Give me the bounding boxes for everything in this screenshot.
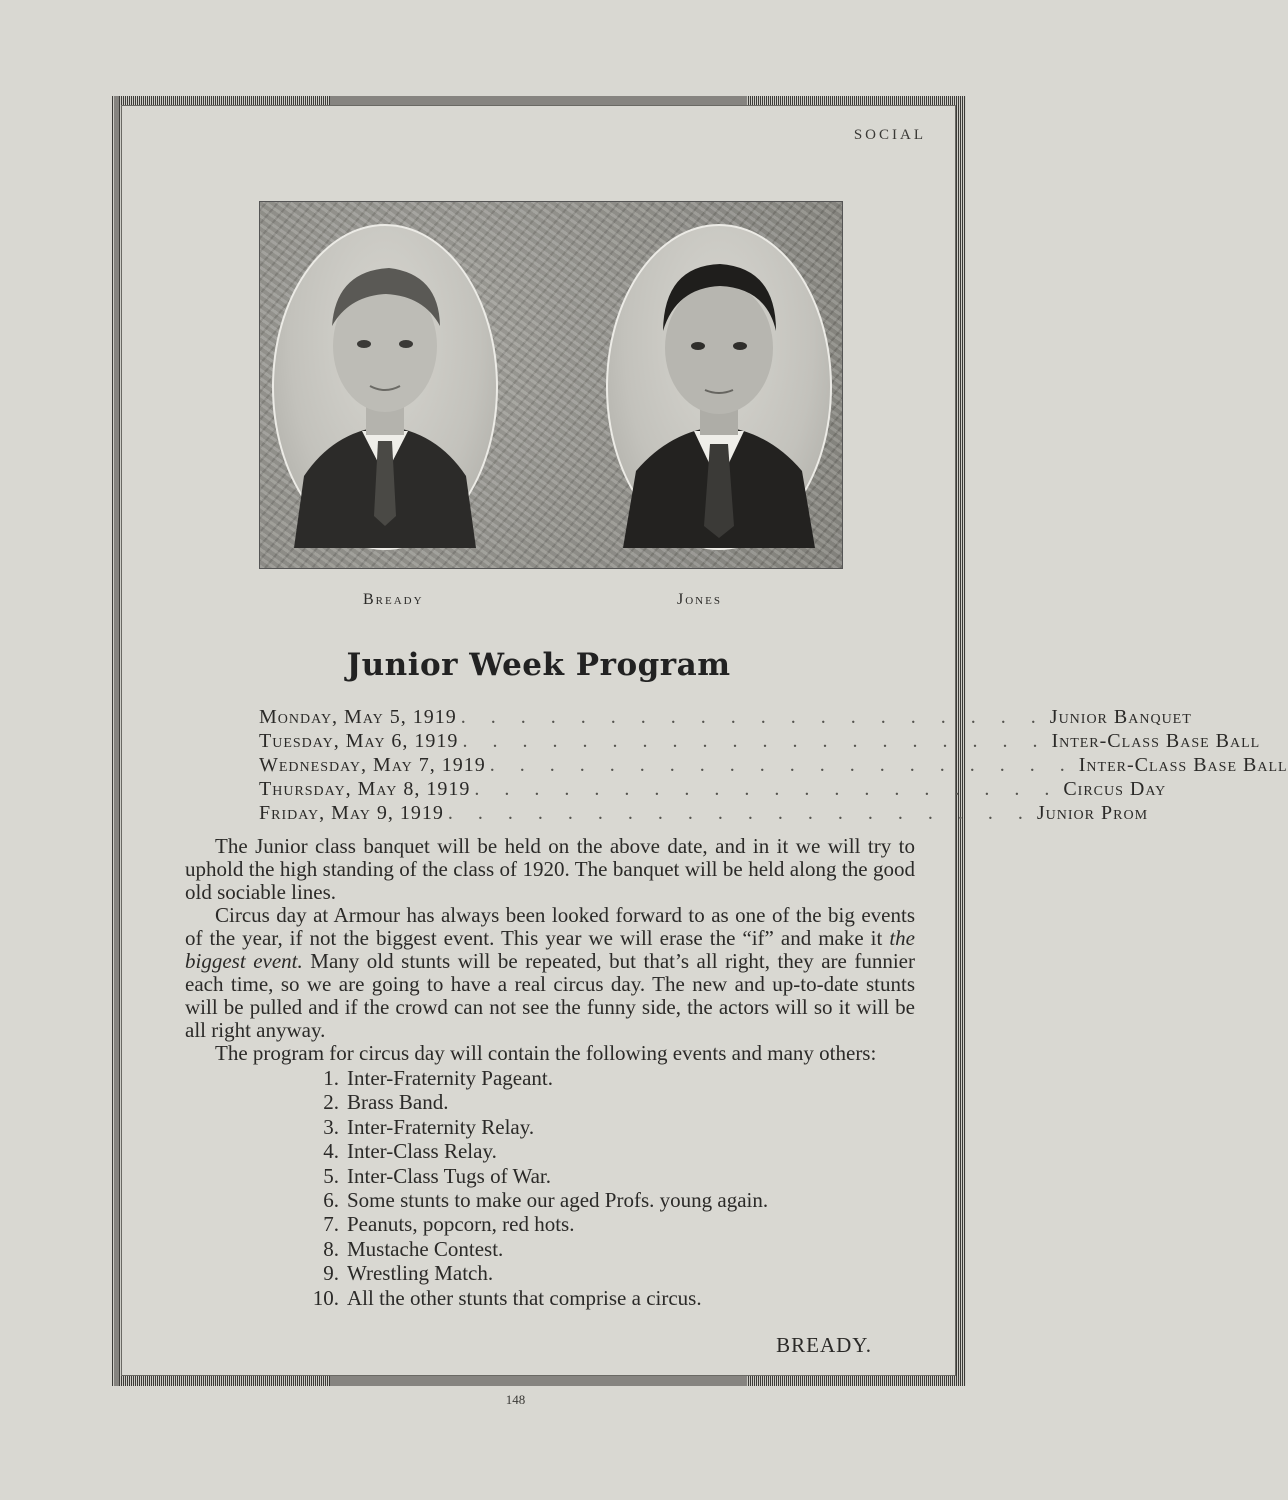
page-title: Junior Week Program	[346, 647, 731, 683]
paragraph-program-intro: The program for circus day will contain the following events and many others:	[215, 1041, 877, 1065]
schedule-event: Junior Prom	[1036, 802, 1149, 824]
schedule-day: Tuesday, May 6, 1919	[259, 730, 459, 752]
list-item-text: Brass Band.	[347, 1090, 449, 1115]
schedule-day: Wednesday, May 7, 1919	[259, 754, 486, 776]
schedule-row	[259, 801, 1149, 825]
list-item-number: 1.	[323, 1066, 339, 1090]
list-item	[291, 1188, 768, 1212]
portrait-bready-figure	[274, 226, 496, 548]
leader-dots: . . . . . . . . . . . . . . . . . . . .	[489, 754, 1075, 776]
list-item-text: Inter-Class Relay.	[347, 1139, 497, 1164]
list-item	[291, 1237, 768, 1261]
list-item	[291, 1115, 768, 1139]
list-item	[291, 1066, 768, 1090]
page-border	[112, 96, 1288, 1386]
list-item-number: 2.	[323, 1090, 339, 1115]
list-item-number: 5.	[323, 1163, 339, 1188]
leader-dots: . . . . . . . . . . . . . . . . . . . .	[460, 706, 1046, 728]
portrait-bready	[272, 224, 498, 550]
schedule-day: Friday, May 9, 1919	[259, 802, 444, 824]
schedule-row	[259, 777, 1167, 801]
list-item	[291, 1090, 768, 1114]
page-number: 148	[505, 1392, 526, 1407]
list-item-text: Peanuts, popcorn, red hots.	[347, 1212, 575, 1237]
schedule-row	[259, 753, 1288, 777]
paragraph-circus-day	[185, 904, 915, 1042]
portrait-jones	[606, 224, 832, 550]
list-item	[291, 1164, 768, 1188]
portrait-panel	[259, 201, 843, 569]
list-item-number: 6.	[323, 1188, 339, 1213]
list-item-text: Inter-Fraternity Pageant.	[347, 1066, 554, 1090]
list-item-number: 3.	[323, 1114, 339, 1139]
list-item-text: Mustache Contest.	[347, 1236, 504, 1261]
list-item-number: 7.	[323, 1212, 339, 1237]
list-item	[291, 1286, 768, 1310]
leader-dots: . . . . . . . . . . . . . . . . . . . .	[462, 730, 1048, 752]
schedule-row	[259, 729, 1261, 753]
list-item	[291, 1261, 768, 1285]
list-item-text: Wrestling Match.	[347, 1261, 494, 1286]
section-label: SOCIAL	[853, 127, 926, 143]
author-signature: BREADY.	[776, 1333, 872, 1357]
list-item-number: 10.	[312, 1285, 339, 1310]
paragraph-banquet: The Junior class banquet will be held on the above date, and in it we will try to uphold the high standing of the class of 1920. The banquet will be held along the good old sociable lines.	[185, 834, 915, 904]
list-item-text: Some stunts to make our aged Profs. young again.	[347, 1188, 769, 1213]
list-item-number: 4.	[323, 1139, 339, 1164]
list-item-text: Inter-Class Tugs of War.	[347, 1163, 552, 1188]
portrait-jones-figure	[608, 226, 830, 548]
schedule-day: Thursday, May 8, 1919	[259, 778, 471, 800]
caption-bready: Bready	[363, 591, 424, 608]
article-body	[185, 835, 915, 1065]
list-item	[291, 1212, 768, 1236]
list-item-text: Inter-Fraternity Relay.	[347, 1114, 535, 1139]
list-item-text: All the other stunts that comprise a circus.	[347, 1285, 702, 1310]
list-item	[291, 1139, 768, 1163]
schedule-row	[259, 705, 1192, 729]
schedule-event: Inter-Class Base Ball	[1051, 730, 1261, 752]
schedule-list	[259, 705, 1288, 825]
schedule-event: Circus Day	[1063, 778, 1167, 800]
paragraph-circus-day-start: Circus day at Armour has always been looked forward to as one of the big events of the year, if not the biggest event. This year we will erase the “if” and make it	[185, 903, 915, 950]
list-item-number: 8.	[323, 1236, 339, 1261]
caption-jones: Jones	[677, 591, 722, 608]
leader-dots: . . . . . . . . . . . . . . . . . . . .	[447, 802, 1033, 824]
paragraph-circus-day-emphasis: the biggest event.	[185, 926, 915, 973]
paragraph-circus-day-end: Many old stunts will be repeated, but that’s all right, they are funnier each time, so we are going to have a real circus day. The new and up-to-date stunts will be pulled and if the crowd can not see the funny side, the actors will so it will be all right anyway.	[185, 949, 915, 1042]
list-item-number: 9.	[323, 1261, 339, 1286]
schedule-event: Inter-Class Base Ball	[1078, 754, 1288, 776]
leader-dots: . . . . . . . . . . . . . . . . . . . .	[474, 778, 1060, 800]
circus-events-list	[291, 1066, 768, 1310]
schedule-event: Junior Banquet	[1049, 706, 1192, 728]
schedule-day: Monday, May 5, 1919	[259, 706, 457, 728]
